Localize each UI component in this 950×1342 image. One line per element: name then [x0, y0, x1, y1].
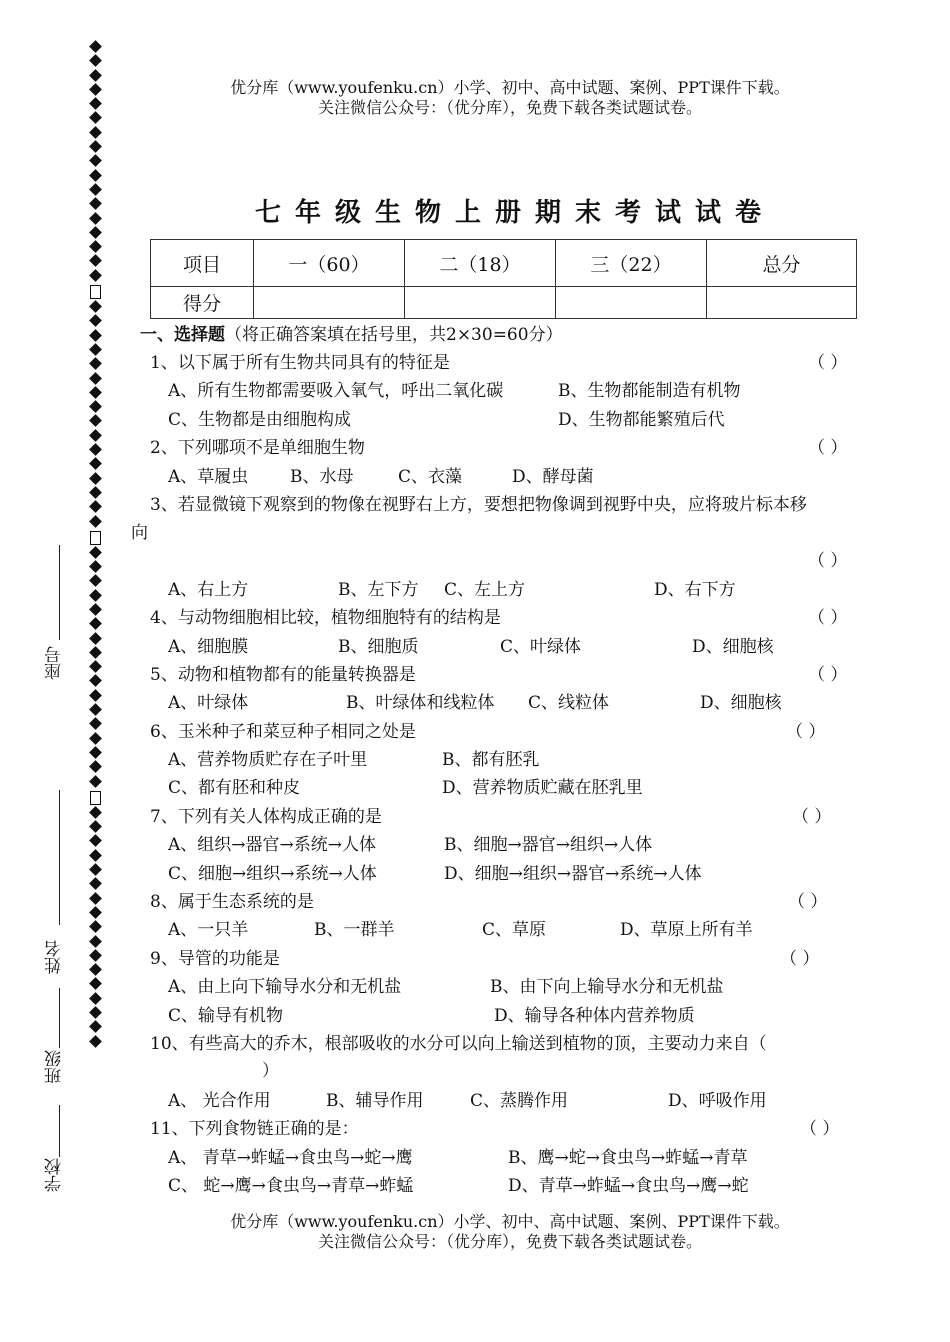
question-1-option-a: A、所有生物都需要吸入氧气，呼出二氧化碳: [168, 381, 504, 401]
diamond-icon: [89, 906, 102, 919]
question-11-answer-bracket[interactable]: （ ）: [800, 1119, 840, 1139]
diamond-icon: [89, 877, 102, 890]
diamond-icon: [89, 486, 102, 499]
diamond-icon: [89, 717, 102, 730]
margin-box-icon: [90, 791, 101, 805]
diamond-icon: [89, 892, 102, 905]
header-line-1: 优分库（www.youfenku.cn）小学、初中、高中试题、案例、PPT课件下载。: [230, 78, 790, 97]
diamond-icon: [89, 575, 102, 588]
diamond-icon: [89, 703, 102, 716]
diamond-icon: [89, 806, 102, 819]
diamond-icon: [89, 760, 102, 773]
header-line-2: 关注微信公众号：（优分库），免费下载各类试题试卷。: [317, 98, 702, 117]
diamond-icon: [89, 54, 102, 67]
page-title: 七年级生物上册期末考试试卷: [254, 198, 775, 228]
diamond-icon: [89, 372, 102, 385]
score-cell-total[interactable]: [707, 287, 857, 319]
question-10-option-b: B、辅导作用: [326, 1091, 424, 1111]
question-11-option-c: C、 蛇→鹰→食虫鸟→青草→蚱蜢: [168, 1176, 414, 1196]
diamond-icon: [89, 1006, 102, 1019]
diamond-icon: [89, 429, 102, 442]
question-9-answer-bracket[interactable]: （ ）: [780, 949, 820, 969]
diamond-icon: [89, 1035, 102, 1048]
question-10-stem: 10、有些高大的乔木，根部吸收的水分可以向上输送到植物的顶，主要动力来自（: [150, 1034, 767, 1054]
question-2-answer-bracket[interactable]: （ ）: [808, 438, 848, 458]
question-8-answer-bracket[interactable]: （ ）: [788, 892, 828, 912]
question-3-stem: 3、若显微镜下观察到的物像在视野右上方，要想把物像调到视野中央，应将玻片标本移: [150, 495, 807, 515]
diamond-icon: [89, 357, 102, 370]
question-4-option-c: C、叶绿体: [500, 637, 582, 657]
diamond-icon: [89, 314, 102, 327]
school-label: 学校: [45, 1158, 65, 1192]
score-header-part1: 一（60）: [254, 240, 405, 287]
diamond-icon: [89, 820, 102, 833]
diamond-icon: [89, 546, 102, 559]
question-8-stem: 8、属于生态系统的是: [150, 892, 314, 912]
diamond-icon: [89, 849, 102, 862]
score-cell-part3[interactable]: [556, 287, 707, 319]
question-1-option-b: B、生物都能制造有机物: [558, 381, 741, 401]
question-8-option-c: C、草原: [482, 920, 547, 940]
diamond-icon: [89, 675, 102, 688]
diamond-icon: [89, 775, 102, 788]
diamond-icon: [89, 140, 102, 153]
question-11-option-b: B、鹰→蛇→食虫鸟→蚱蜢→青草: [508, 1148, 748, 1168]
question-2-stem: 2、下列哪项不是单细胞生物: [150, 438, 365, 458]
question-8-option-a: A、一只羊: [168, 920, 249, 940]
question-3-option-c: C、左上方: [444, 580, 526, 600]
class-line: [59, 988, 60, 1048]
question-5-option-b: B、叶绿体和线粒体: [346, 693, 495, 713]
diamond-icon: [89, 300, 102, 313]
diamond-icon: [89, 920, 102, 933]
margin-box-icon: [90, 531, 101, 545]
question-2-option-d: D、酵母菌: [512, 467, 594, 487]
diamond-icon: [89, 472, 102, 485]
question-6-stem: 6、玉米种子和菜豆种子相同之处是: [150, 722, 416, 742]
question-4-answer-bracket[interactable]: （ ）: [808, 608, 848, 628]
diamond-icon: [89, 329, 102, 342]
question-3-option-b: B、左下方: [338, 580, 419, 600]
seat-label: 座号: [45, 646, 65, 680]
section-1-title: 一、选择题: [140, 325, 225, 345]
question-1-stem: 1、以下属于所有生物共同具有的特征是: [150, 353, 450, 373]
diamond-icon: [89, 560, 102, 573]
question-8-option-b: B、一群羊: [314, 920, 395, 940]
section-1-note: （将正确答案填在括号里，共2×30=60分）: [225, 325, 563, 345]
diamond-icon: [89, 240, 102, 253]
question-7-option-d: D、细胞→组织→器官→系统→人体: [444, 864, 702, 884]
question-7-option-a: A、组织→器官→系统→人体: [168, 835, 377, 855]
diamond-icon: [89, 400, 102, 413]
question-1-answer-bracket[interactable]: （ ）: [808, 353, 848, 373]
diamond-icon: [89, 949, 102, 962]
question-2-option-b: B、水母: [290, 467, 354, 487]
question-10-option-c: C、蒸腾作用: [470, 1091, 569, 1111]
question-3-option-d: D、右下方: [654, 580, 736, 600]
question-7-option-c: C、细胞→组织→系统→人体: [168, 864, 377, 884]
school-line: [59, 1105, 60, 1157]
diamond-icon: [89, 732, 102, 745]
question-3-option-a: A、右上方: [168, 580, 249, 600]
diamond-icon: [89, 343, 102, 356]
diamond-icon: [89, 500, 102, 513]
diamond-icon: [89, 169, 102, 182]
diamond-icon: [89, 515, 102, 528]
question-4-option-b: B、细胞质: [338, 637, 419, 657]
score-header-part2: 二（18）: [405, 240, 556, 287]
name-label: 姓名: [45, 940, 65, 974]
diamond-icon: [89, 155, 102, 168]
diamond-icon: [89, 863, 102, 876]
question-10-option-a: A、 光合作用: [168, 1091, 271, 1111]
question-9-option-c: C、输导有机物: [168, 1006, 284, 1026]
diamond-icon: [89, 126, 102, 139]
diamond-icon: [89, 269, 102, 282]
diamond-icon: [89, 646, 102, 659]
diamond-icon: [89, 617, 102, 630]
question-4-option-d: D、细胞核: [692, 637, 774, 657]
question-9-option-b: B、由下向上输导水分和无机盐: [490, 977, 724, 997]
score-cell-part1[interactable]: [254, 287, 405, 319]
question-9-stem: 9、导管的功能是: [150, 949, 280, 969]
question-6-option-d: D、营养物质贮藏在胚乳里: [442, 778, 643, 798]
score-cell-part2[interactable]: [405, 287, 556, 319]
question-4-option-a: A、细胞膜: [168, 637, 249, 657]
question-9-option-a: A、由上向下输导水分和无机盐: [168, 977, 402, 997]
question-3-stem-continued: 向: [131, 523, 148, 543]
footer-line-2: 关注微信公众号：（优分库），免费下载各类试题试卷。: [317, 1232, 702, 1251]
class-label: 班级: [45, 1050, 65, 1084]
diamond-icon: [89, 632, 102, 645]
seat-line: [59, 545, 60, 640]
diamond-icon: [89, 746, 102, 759]
question-6-option-c: C、都有胚和种皮: [168, 778, 301, 798]
diamond-icon: [89, 443, 102, 456]
diamond-icon: [89, 935, 102, 948]
score-table: [150, 239, 857, 319]
name-line: [59, 790, 60, 925]
diamond-icon: [89, 1020, 102, 1033]
question-6-option-a: A、营养物质贮存在子叶里: [168, 750, 368, 770]
score-header-item: 项目: [151, 240, 254, 287]
question-6-option-b: B、都有胚乳: [442, 750, 540, 770]
diamond-icon: [89, 40, 102, 53]
diamond-icon: [89, 386, 102, 399]
question-11-stem: 11、下列食物链正确的是：: [150, 1119, 359, 1139]
question-9-option-d: D、输导各种体内营养物质: [494, 1006, 695, 1026]
question-1-option-c: C、生物都是由细胞构成: [168, 410, 352, 430]
question-7-answer-bracket[interactable]: （ ）: [792, 807, 832, 827]
diamond-icon: [89, 415, 102, 428]
margin-box-icon: [90, 285, 101, 299]
diamond-icon: [89, 660, 102, 673]
question-5-option-d: D、细胞核: [700, 693, 782, 713]
question-7-option-b: B、细胞→器官→组织→人体: [444, 835, 653, 855]
question-10-option-d: D、呼吸作用: [668, 1091, 767, 1111]
question-5-stem: 5、动物和植物都有的能量转换器是: [150, 665, 416, 685]
diamond-icon: [89, 963, 102, 976]
diamond-icon: [89, 689, 102, 702]
question-3-answer-bracket[interactable]: （ ）: [808, 551, 848, 571]
question-7-stem: 7、下列有关人体构成正确的是: [150, 807, 382, 827]
score-header-total: 总分: [707, 240, 857, 287]
question-10-stem-continued[interactable]: ）: [262, 1061, 279, 1081]
question-5-option-c: C、线粒体: [528, 693, 610, 713]
diamond-icon: [89, 978, 102, 991]
score-row-label: 得分: [151, 287, 254, 319]
question-11-option-d: D、青草→蚱蜢→食虫鸟→鹰→蛇: [508, 1176, 749, 1196]
question-6-answer-bracket[interactable]: （ ）: [786, 722, 826, 742]
score-header-part3: 三（22）: [556, 240, 707, 287]
diamond-icon: [89, 835, 102, 848]
section-1-heading: [140, 325, 563, 345]
question-2-option-a: A、草履虫: [168, 467, 249, 487]
question-2-option-c: C、衣藻: [398, 467, 463, 487]
question-5-answer-bracket[interactable]: （ ）: [808, 665, 848, 685]
footer-line-1: 优分库（www.youfenku.cn）小学、初中、高中试题、案例、PPT课件下载。: [230, 1212, 790, 1231]
diamond-icon: [89, 457, 102, 470]
diamond-icon: [89, 603, 102, 616]
question-5-option-a: A、叶绿体: [168, 693, 249, 713]
question-11-option-a: A、 青草→蚱蜢→食虫鸟→蛇→鹰: [168, 1148, 413, 1168]
question-4-stem: 4、与动物细胞相比较，植物细胞特有的结构是: [150, 608, 501, 628]
diamond-icon: [89, 255, 102, 268]
diamond-icon: [89, 992, 102, 1005]
question-1-option-d: D、生物都能繁殖后代: [558, 410, 725, 430]
question-8-option-d: D、草原上所有羊: [620, 920, 753, 940]
diamond-icon: [89, 589, 102, 602]
